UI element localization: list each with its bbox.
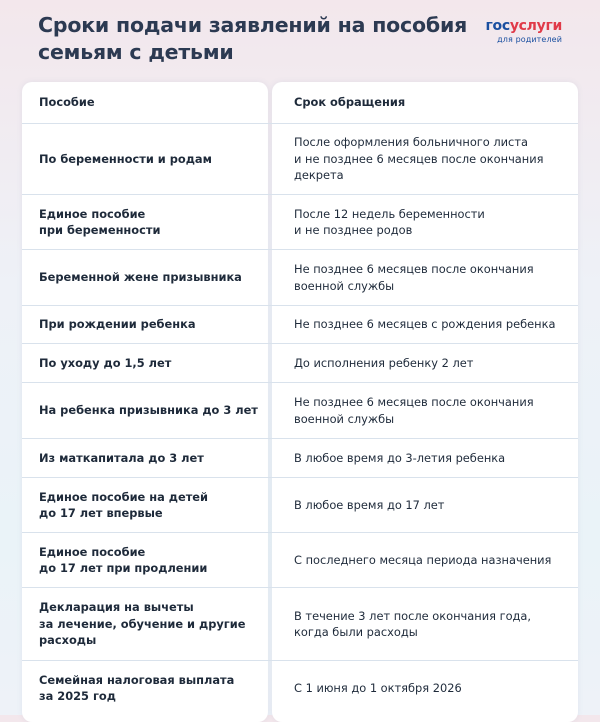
benefit-cell bbox=[22, 672, 272, 705]
column-header-deadline: Срок обращения bbox=[294, 95, 406, 110]
benefit-line: На ребенка призывника до 3 лет bbox=[39, 403, 258, 418]
table-row bbox=[22, 588, 578, 661]
benefit-line: Декларация на вычеты bbox=[39, 600, 194, 615]
deadline-cell bbox=[272, 261, 578, 294]
table-row bbox=[22, 383, 578, 439]
benefit-cell bbox=[22, 316, 272, 333]
table-row bbox=[22, 344, 578, 383]
benefit-line: Единое пособие bbox=[39, 544, 146, 559]
deadline-cell bbox=[272, 134, 578, 184]
benefit-line: По беременности и родам bbox=[39, 151, 212, 166]
benefit-cell bbox=[22, 355, 272, 372]
benefit-line: за лечение, обучение и другие bbox=[39, 616, 246, 631]
deadline-cell bbox=[272, 680, 578, 697]
deadline-line: Не позднее 6 месяцев с рождения ребенка bbox=[294, 317, 556, 332]
title-line-2: семьям с детьми bbox=[38, 40, 234, 64]
deadline-cell bbox=[272, 394, 578, 427]
gosuslugi-logo bbox=[486, 18, 562, 45]
deadline-line: В любое время до 17 лет bbox=[294, 497, 445, 512]
deadline-line: В любое время до 3-летия ребенка bbox=[294, 450, 506, 465]
benefit-line: Единое пособие bbox=[39, 206, 146, 221]
column-header-benefit: Пособие bbox=[39, 95, 95, 110]
benefit-line: за 2025 год bbox=[39, 689, 116, 703]
benefits-table bbox=[22, 82, 578, 715]
deadline-line: В течение 3 лет после окончания года, bbox=[294, 608, 532, 623]
benefit-cell bbox=[22, 599, 272, 649]
deadline-cell bbox=[272, 552, 578, 569]
benefit-line: Семейная налоговая выплата bbox=[39, 672, 235, 687]
table-row bbox=[22, 195, 578, 250]
benefit-line: Из маткапитала до 3 лет bbox=[39, 450, 204, 465]
table-row bbox=[22, 661, 578, 715]
benefit-line: По уходу до 1,5 лет bbox=[39, 355, 172, 370]
deadline-line: и не позднее 6 месяцев после окончания bbox=[294, 151, 544, 166]
benefit-line: до 17 лет впервые bbox=[39, 506, 163, 520]
deadline-line: когда были расходы bbox=[294, 625, 418, 639]
benefit-cell bbox=[22, 151, 272, 168]
logo-part-uslugi: услуги bbox=[509, 18, 562, 34]
table-row bbox=[22, 124, 578, 195]
logo-subtitle: для родителей bbox=[497, 35, 562, 44]
deadline-cell bbox=[272, 450, 578, 467]
deadline-line: Не позднее 6 месяцев после окончания bbox=[294, 395, 534, 409]
deadline-cell bbox=[272, 497, 578, 514]
deadline-line: До исполнения ребенку 2 лет bbox=[294, 355, 474, 370]
page-header bbox=[0, 0, 600, 80]
benefit-line: Беременной жене призывника bbox=[39, 270, 242, 285]
table-body bbox=[22, 124, 578, 715]
deadline-line: После оформления больничного листа bbox=[294, 135, 528, 150]
benefit-line: до 17 лет при продлении bbox=[39, 561, 208, 575]
deadline-line: С 1 июня до 1 октября 2026 bbox=[294, 680, 462, 695]
table-row bbox=[22, 439, 578, 478]
benefit-line: При рождении ребенка bbox=[39, 317, 196, 332]
table-row bbox=[22, 533, 578, 588]
page-title bbox=[38, 12, 467, 66]
logo-part-gos: гос bbox=[485, 18, 510, 34]
deadline-cell bbox=[272, 355, 578, 372]
benefit-cell bbox=[22, 450, 272, 467]
deadline-line: военной службы bbox=[294, 278, 395, 293]
benefit-line: при беременности bbox=[39, 223, 161, 237]
deadline-line: После 12 недель беременности bbox=[294, 206, 485, 221]
benefit-line: расходы bbox=[39, 633, 97, 648]
table-row bbox=[22, 478, 578, 533]
table-header-row bbox=[22, 82, 578, 124]
deadline-cell bbox=[272, 316, 578, 333]
benefit-line: Единое пособие на детей bbox=[39, 489, 209, 504]
deadline-line: и не позднее родов bbox=[294, 223, 413, 237]
table-row bbox=[22, 306, 578, 344]
deadline-line: военной службы bbox=[294, 411, 395, 426]
benefit-cell bbox=[22, 402, 272, 419]
deadline-cell bbox=[272, 206, 578, 239]
table-row bbox=[22, 250, 578, 306]
title-line-1: Сроки подачи заявлений на пособия bbox=[38, 13, 468, 37]
deadline-cell bbox=[272, 608, 578, 641]
benefit-cell bbox=[22, 489, 272, 522]
benefit-cell bbox=[22, 206, 272, 239]
logo-wordmark bbox=[486, 18, 562, 34]
deadline-line: Не позднее 6 месяцев после окончания bbox=[294, 262, 534, 276]
deadline-line: С последнего месяца периода назначения bbox=[294, 552, 552, 567]
benefit-cell bbox=[22, 544, 272, 577]
deadline-line: декрета bbox=[294, 168, 344, 183]
benefit-cell bbox=[22, 269, 272, 286]
